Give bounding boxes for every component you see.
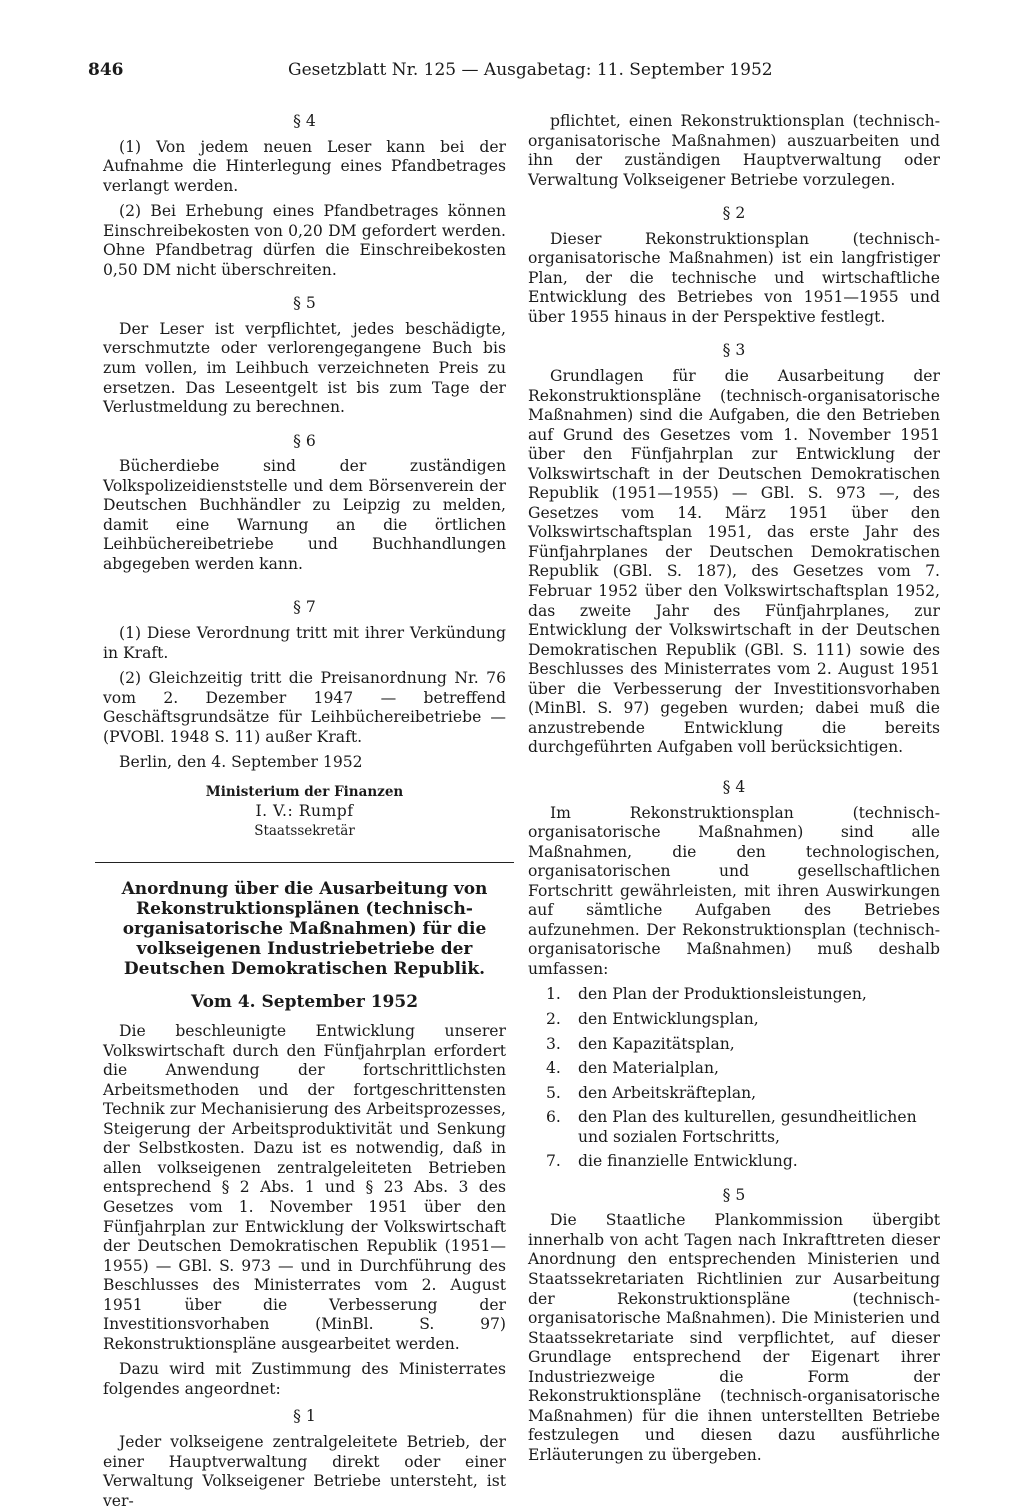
list-item [528,1035,940,1055]
list-text: den Materialplan, [578,1059,719,1078]
list-number: 2. [546,1009,561,1028]
paragraph: Dazu wird mit Zustimmung des Ministerrates folgendes angeordnet: [103,1360,506,1398]
list-text: den Arbeitskräfteplan, [578,1083,757,1102]
list-text: den Entwicklungsplan, [578,1009,759,1028]
section-heading: § 5 [722,1185,746,1204]
paragraph: Die beschleunigte Entwicklung unserer Volkswirtschaft durch den Fünfjahrplan erfordert die Anwendung der fortschrittlichsten Arbeitsmethoden und der fortgeschrittensten Technik zur Mechanisierung des Arbeitsprozesses, Steigerung der Arbeitsproduktivität und Senkung der Selbstkosten. Dazu ist es notwendig, daß in allen volkseigenen zentralgeleiteten Betrieben entsprechend § 2 Abs. 1 und § 23 Abs. 3 des Gesetzes vom 1. November 1951 über den Fünfjahrplan zur Entwicklung der Volkswirtschaft der Deutschen Demokratischen Republik (1951—1955) — GBl. S. 973 — und in Durchführung des Beschlusses des Ministerrates vom 2. August 1951 über die Verbesserung der Investitionsvorhaben (MinBl. S. 97) Rekonstruktionspläne ausgearbeitet werden. [103,1022,506,1353]
list-item [528,1010,940,1030]
list-item [528,1084,940,1104]
list-item [528,1152,940,1172]
paragraph: (2) Bei Erhebung eines Pfandbetrages können Einschreibekosten von 0,20 DM gefordert werden. Ohne Pfandbetrag dürfen die Einschreibekosten 0,50 DM nicht überschreiten. [103,202,506,279]
signer-title: Staatssekretär [254,822,355,839]
paragraph: (1) Diese Verordnung tritt mit ihrer Verkündung in Kraft. [103,624,506,662]
paragraph: Der Leser ist verpflichtet, jedes beschädigte, verschmutzte oder verlorengegangene Buch bis zum vollen, im Leihbuch verzeichneten Preis zu ersetzen. Das Leseentgelt ist bis zum Tage der Verlustmeldung zu berechnen. [103,319,506,417]
list-text: die finanzielle Entwicklung. [578,1152,798,1171]
paragraph: Im Rekonstruktionsplan (technisch-organisatorische Maßnahmen) sind alle Maßnahmen, die den technologischen, organisatorischen und gesellschaftlichen Fortschritt gewährleisten, mit ihren Auswirkungen auf sämtliche Aufgaben des Betriebes aufzunehmen. Der Rekonstruktionsplan (technisch-organisatorische Maßnahmen) muß deshalb umfassen: [528,803,940,978]
page-number: 846 [88,60,124,80]
list-text: den Kapazitätsplan, [578,1034,735,1053]
anordnung-title: Anordnung über die Ausarbeitung von Rekonstruktionsplänen (technisch-organisatorische Maßnahmen) für die volkseigenen Industriebetriebe der Deutschen Demokratischen Republik. [121,878,488,979]
list-text: den Plan des kulturellen, gesundheitlichen und sozialen Fortschritts, [578,1108,917,1146]
section-heading: § 3 [722,341,746,360]
section-heading: § 7 [293,598,316,617]
paragraph: pflichtet, einen Rekonstruktionsplan (technisch-organisatorische Maßnahmen) auszuarbeiten und ihn der zuständigen Hauptverwaltung oder Verwaltung Volkseigener Betriebe vorzulegen. [528,112,940,189]
list-text: den Plan der Produktionsleistungen, [578,985,867,1004]
signature: I. V.: Rumpf [255,802,354,821]
paragraph: Die Staatliche Plankommission übergibt innerhalb von acht Tagen nach Inkrafttreten dieser Anordnung den entsprechenden Ministerien und Staatssekretariaten Richtlinien zur Ausarbeitung der Rekonstruktionspläne (technisch-organisatorische Maßnahmen). Die Ministerien und Staatssekretariate sind verpflichtet, auf dieser Grundlage entsprechend der Eigenart ihrer Industriezweige die Form der Rekonstruktionspläne (technisch-organisatorische Maßnahmen) für die ihnen unterstellten Betriebe festzulegen und diesen dazu ausführliche Erläuterungen zu übergeben. [528,1211,940,1464]
plan-list [528,985,940,1171]
list-number: 6. [546,1108,561,1127]
list-number: 5. [546,1083,561,1102]
right-column [528,112,940,1465]
anordnung-date: Vom 4. September 1952 [190,991,419,1012]
section-heading: § 4 [293,112,316,130]
place-date: Berlin, den 4. September 1952 [119,753,363,772]
list-item [528,985,940,1005]
paragraph: (2) Gleichzeitig tritt die Preisanordnung Nr. 76 vom 2. Dezember 1947 — betreffend Geschäftsgrundsätze für Leihbüchereibetriebe — (PVOBl. 1948 S. 11) außer Kraft. [103,669,506,746]
section-divider [95,862,514,863]
list-item [528,1059,940,1079]
list-number: 4. [546,1059,561,1078]
paragraph: (1) Von jedem neuen Leser kann bei der Aufnahme die Hinterlegung eines Pfandbetrages verlangt werden. [103,137,506,195]
paragraph: Grundlagen für die Ausarbeitung der Rekonstruktionspläne (technisch-organisatorische Maßnahmen) sind die Aufgaben, die den Betrieben auf Grund des Gesetzes vom 1. November 1951 über den Fünfjahrplan zur Entwicklung der Volkswirtschaft in der Deutschen Demokratischen Republik (1951—1955) — GBl. S. 973 —, des Gesetzes vom 14. März 1951 über den Volkswirtschaftsplan 1951, das erste Jahr des Fünfjahrplanes der Deutschen Demokratischen Republik (GBl. S. 187), des Gesetzes vom 7. Februar 1952 über den Volkswirtschaftsplan 1952, das zweite Jahr des Fünfjahrplanes, zur Entwicklung der Volkswirtschaft in der Deutschen Demokratischen Republik (GBl. S. 111) sowie des Beschlusses des Ministerrates vom 2. August 1951 über die Verbesserung der Investitionsvorhaben (MinBl. S. 97) gegeben wurden; dabei muß die anzustrebende Entwicklung die bereits durchgeführten Aufgaben voll berücksichtigen. [528,367,940,757]
section-heading: § 5 [293,294,316,313]
left-column [103,112,506,1511]
paragraph: Dieser Rekonstruktionsplan (technisch-organisatorische Maßnahmen) ist ein langfristiger Plan, der die technische und wirtschaftliche Entwicklung des Betriebes von 1951—1955 und über 1955 hinaus in der Perspektive festlegt. [528,229,940,326]
section-heading: § 2 [722,204,746,223]
running-title: Gesetzblatt Nr. 125 — Ausgabetag: 11. September 1952 [288,60,773,80]
list-item [528,1108,940,1147]
paragraph: Bücherdiebe sind der zuständigen Volkspolizeidienststelle und dem Börsenverein der Deutschen Buchhändler zu Leipzig zu melden, damit eine Warnung an die örtlichen Leihbüchereibetriebe und Buchhandlungen abgegeben werden kann. [103,457,506,573]
list-number: 7. [546,1152,561,1171]
ministry-name: Ministerium der Finanzen [205,783,404,800]
paragraph: Jeder volkseigene zentralgeleitete Betrieb, der einer Hauptverwaltung direkt oder einer Verwaltung Volkseigener Betriebe untersteht, ist ver- [103,1432,506,1510]
section-heading: § 6 [293,431,316,450]
section-heading: § 1 [293,1407,316,1426]
list-number: 3. [546,1034,561,1053]
list-number: 1. [546,985,561,1004]
section-heading: § 4 [722,777,746,796]
